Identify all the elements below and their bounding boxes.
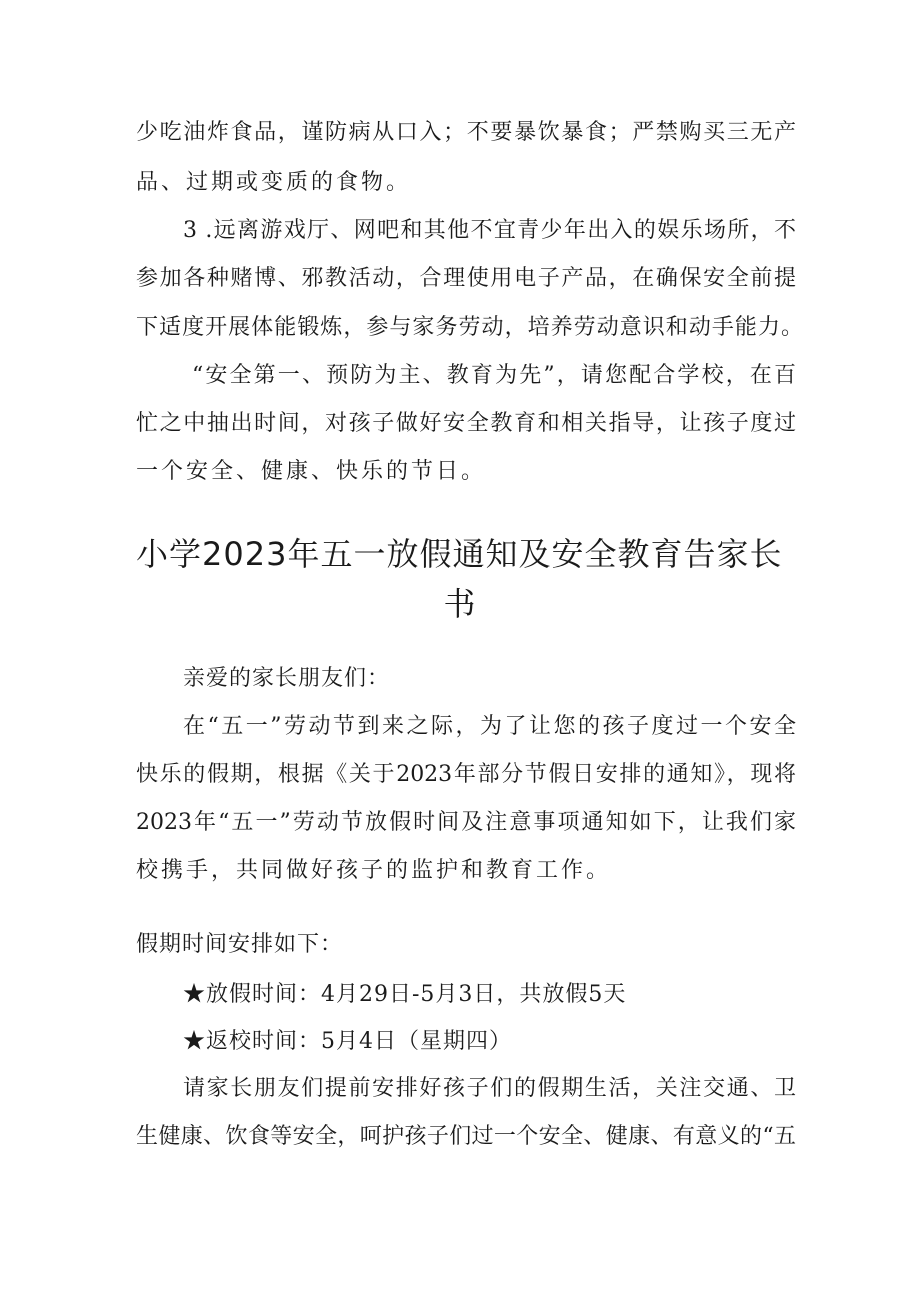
schedule-heading: 假期时间安排如下：	[136, 932, 344, 957]
paragraph-line: 下适度开展体能锻炼，参与家务劳动，培养劳动意识和动手能力。	[136, 315, 803, 340]
intro-line: 快乐的假期，根据《关于2023年部分节假日安排的通知》，现将	[136, 762, 796, 787]
document-title: 小学2023年五一放假通知及安全教育告家长	[136, 535, 783, 573]
letter-greeting: 亲爱的家长朋友们：	[183, 666, 391, 691]
schedule-item-leave: ★放假时间：4月29日-5月3日，共放假5天	[183, 982, 627, 1007]
closing-line: 请家长朋友们提前安排好孩子们的假期生活，关注交通、卫	[183, 1076, 796, 1101]
paragraph-line: 3 .远离游戏厅、网吧和其他不宜青少年出入的娱乐场所，不	[183, 218, 796, 243]
paragraph-line: 品、过期或变质的食物。	[136, 170, 412, 195]
intro-line: 在“五一”劳动节到来之际，为了让您的孩子度过一个安全	[183, 714, 796, 739]
paragraph-line: 少吃油炸食品，谨防病从口入；不要暴饮暴食；严禁购买三无产	[136, 120, 796, 145]
intro-line: 校携手，共同做好孩子的监护和教育工作。	[136, 858, 612, 883]
intro-line: 2023年“五一”劳动节放假时间及注意事项通知如下，让我们家	[136, 810, 796, 835]
closing-line: 生健康、饮食等安全，呵护孩子们过一个安全、健康、有意义的“五	[136, 1124, 796, 1149]
schedule-item-return: ★返校时间：5月4日（星期四）	[183, 1029, 512, 1054]
paragraph-line: 忙之中抽出时间，对孩子做好安全教育和相关指导，让孩子度过	[136, 411, 796, 436]
paragraph-line: 一个安全、健康、快乐的节日。	[136, 459, 487, 484]
paragraph-line: 参加各种赌博、邪教活动，合理使用电子产品，在确保安全前提	[136, 266, 796, 291]
paragraph-line: “安全第一、预防为主、教育为先”，请您配合学校，在百	[192, 363, 796, 388]
document-title-continued: 书	[443, 585, 477, 623]
